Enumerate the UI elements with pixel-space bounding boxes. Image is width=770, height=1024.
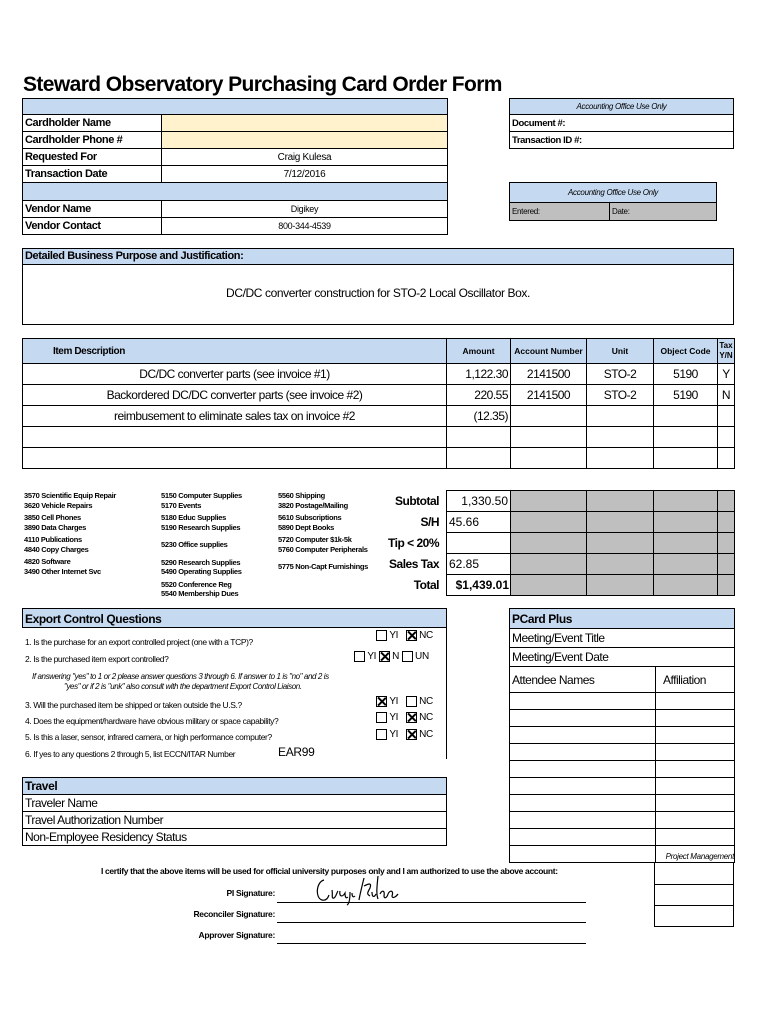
q5-no-checkbox[interactable] xyxy=(406,729,417,740)
code-item: 5760 Computer Peripherals xyxy=(278,544,368,554)
vendor-contact-field[interactable]: 800-344-4539 xyxy=(162,218,448,235)
purpose-header-bar xyxy=(22,248,734,265)
traveler-name-field[interactable]: Traveler Name xyxy=(23,795,447,812)
item-object[interactable] xyxy=(654,427,718,448)
pi-signature-label: PI Signature: xyxy=(226,888,275,898)
items-table xyxy=(22,338,735,469)
subtotal-value[interactable]: 1,330.50 xyxy=(447,491,511,512)
export-q3: 3. Will the purchased item be shipped or taken outside the U.S.? xyxy=(25,700,242,710)
code-item: 5170 Events xyxy=(161,500,202,510)
q1-no-label: NC xyxy=(419,630,433,642)
item-unit[interactable] xyxy=(587,427,654,448)
accounting-mid-header: Accounting Office Use Only xyxy=(510,183,717,203)
col-amount: Amount xyxy=(447,339,511,364)
q3-yes-label: YI xyxy=(389,696,399,708)
travel-header: Travel xyxy=(23,778,447,795)
code-item: 5560 Shipping xyxy=(278,491,325,500)
sh-value[interactable]: 45.66 xyxy=(447,512,511,533)
approver-signature-label: Approver Signature: xyxy=(198,930,275,940)
code-item: 5540 Membership Dues xyxy=(161,589,239,598)
item-unit[interactable] xyxy=(587,448,654,469)
item-amount[interactable]: (12.35) xyxy=(447,406,511,427)
date-label: Date: xyxy=(610,203,717,221)
code-item: 5520 Conference Reg xyxy=(161,579,232,589)
export-note-line1: If answering "yes" to 1 or 2 please answer questions 3 through 6. If answer to 1 is "no" and 2 is xyxy=(32,672,329,681)
item-unit[interactable]: STO-2 xyxy=(587,385,654,406)
cardholder-name-label: Cardholder Name xyxy=(23,115,162,132)
item-object[interactable] xyxy=(654,448,718,469)
code-item: 4820 Software xyxy=(24,557,71,566)
col-unit: Unit xyxy=(587,339,654,364)
pcard-table xyxy=(509,608,735,863)
item-description[interactable]: reimbusement to eliminate sales tax on invoice #2 xyxy=(23,406,447,427)
export-header: Export Control Questions xyxy=(25,612,162,626)
item-amount[interactable]: 1,122.30 xyxy=(447,364,511,385)
entered-label: Entered: xyxy=(510,203,610,221)
export-q1-answers xyxy=(376,630,433,641)
attendee-cell[interactable] xyxy=(510,795,656,812)
export-note-line2: "yes" or if 2 is "unk" also consult with the department Export Control Liaison. xyxy=(64,682,302,691)
attendee-names-header: Attendee Names xyxy=(510,667,656,693)
item-tax[interactable] xyxy=(718,448,735,469)
item-account[interactable]: 2141500 xyxy=(511,364,587,385)
code-item: 3490 Other Internet Svc xyxy=(24,566,101,576)
accounting-top-table xyxy=(509,98,734,149)
form-title: Steward Observatory Purchasing Card Order Form xyxy=(23,73,502,96)
item-object[interactable]: 5190 xyxy=(654,385,718,406)
attendee-cell[interactable] xyxy=(510,778,656,795)
export-q5: 5. Is this a laser, sensor, infrared camera, or high performance computer? xyxy=(25,732,272,742)
table-row xyxy=(23,406,735,427)
q2-no-checkbox[interactable] xyxy=(379,651,390,662)
total-label: Total xyxy=(413,578,439,592)
tip-label: Tip < 20% xyxy=(388,536,439,550)
code-item: 5290 Research Supplies xyxy=(161,557,241,567)
code-item: 5490 Operating Supplies xyxy=(161,567,242,576)
transaction-date-field[interactable]: 7/12/2016 xyxy=(162,166,448,183)
table-row xyxy=(23,364,735,385)
cardholder-name-field[interactable] xyxy=(162,115,448,132)
vendor-contact-label: Vendor Contact xyxy=(23,218,162,235)
affiliation-header: Affiliation xyxy=(656,667,735,693)
export-q2-answers xyxy=(354,651,429,662)
sales-tax-value[interactable]: 62.85 xyxy=(447,554,511,575)
affiliation-cell[interactable] xyxy=(656,812,735,829)
approver-signature-line[interactable] xyxy=(277,943,586,944)
item-object[interactable] xyxy=(654,406,718,427)
vendor-name-label: Vendor Name xyxy=(23,201,162,218)
pi-signature-image xyxy=(312,872,402,906)
export-q4-answers xyxy=(376,712,433,723)
q3-yes-checkbox[interactable] xyxy=(376,696,387,707)
transaction-date-label: Transaction Date xyxy=(23,166,162,183)
object-codes-col3 xyxy=(278,491,368,572)
purpose-text: DC/DC converter construction for STO-2 Local Oscillator Box. xyxy=(226,286,530,300)
q4-no-checkbox[interactable] xyxy=(406,712,417,723)
attendee-cell[interactable] xyxy=(510,710,656,727)
vendor-name-field[interactable]: Digikey xyxy=(162,201,448,218)
q5-yes-checkbox[interactable] xyxy=(376,729,387,740)
pcard-header: PCard Plus xyxy=(510,609,735,629)
attendee-cell[interactable] xyxy=(510,693,656,710)
item-amount[interactable] xyxy=(447,427,511,448)
q1-yes-checkbox[interactable] xyxy=(376,630,387,641)
accounting-top-header: Accounting Office Use Only xyxy=(510,99,734,115)
transaction-id-label: Transaction ID #: xyxy=(510,132,734,149)
item-tax[interactable] xyxy=(718,427,735,448)
code-item: 3570 Scientific Equip Repair xyxy=(24,491,117,500)
purpose-box[interactable] xyxy=(22,264,734,325)
item-tax[interactable]: N xyxy=(718,385,735,406)
attendee-cell[interactable] xyxy=(510,812,656,829)
col-object-code: Object Code xyxy=(654,339,718,364)
totals-table xyxy=(446,490,735,596)
export-header-bar xyxy=(22,608,447,628)
object-codes-col2 xyxy=(161,491,242,599)
code-item: 5775 Non-Capt Furnishings xyxy=(278,562,369,571)
tip-value[interactable] xyxy=(447,533,511,554)
code-item: 3850 Cell Phones xyxy=(24,513,81,522)
code-item: 5150 Computer Supplies xyxy=(161,491,242,500)
q4-yes-label: YI xyxy=(389,712,399,724)
residency-status-field[interactable]: Non-Employee Residency Status xyxy=(23,829,447,846)
q1-yes-label: YI xyxy=(389,630,399,642)
travel-auth-field[interactable]: Travel Authorization Number xyxy=(23,812,447,829)
table-row xyxy=(23,427,735,448)
q2-unk-checkbox[interactable] xyxy=(402,651,413,662)
code-item: 5890 Dept Books xyxy=(278,522,334,532)
pm-cell[interactable] xyxy=(655,885,734,906)
affiliation-cell[interactable] xyxy=(656,744,735,761)
export-q6: 6. If yes to any questions 2 through 5, list ECCN/ITAR Number xyxy=(25,749,236,759)
export-q1: 1. Is the purchase for an export controlled project (one with a TCP)? xyxy=(25,637,253,647)
sales-tax-label: Sales Tax xyxy=(389,557,439,571)
accounting-mid-table xyxy=(509,182,717,221)
q2-yes-checkbox[interactable] xyxy=(354,651,365,662)
q4-yes-checkbox[interactable] xyxy=(376,712,387,723)
requested-for-field[interactable]: Craig Kulesa xyxy=(162,149,448,166)
pm-cell[interactable] xyxy=(655,863,734,885)
item-description[interactable] xyxy=(23,448,447,469)
pm-cell[interactable] xyxy=(655,906,734,927)
subtotal-label: Subtotal xyxy=(395,494,439,508)
affiliation-cell[interactable] xyxy=(656,761,735,778)
code-item: 5610 Subscriptions xyxy=(278,513,342,522)
code-item: 5230 Office supplies xyxy=(161,540,228,549)
code-item: 4110 Publications xyxy=(24,535,82,544)
export-q5-answers xyxy=(376,729,433,740)
export-q4: 4. Does the equipment/hardware have obvious military or space capability? xyxy=(25,716,279,726)
affiliation-cell[interactable] xyxy=(656,795,735,812)
item-account[interactable]: 2141500 xyxy=(511,385,587,406)
code-item: 4840 Copy Charges xyxy=(24,544,89,554)
export-right-border xyxy=(446,628,447,759)
meeting-date-field[interactable]: Meeting/Event Date xyxy=(510,648,735,667)
attendee-cell[interactable] xyxy=(510,761,656,778)
object-codes-col1 xyxy=(24,491,116,576)
item-object[interactable]: 5190 xyxy=(654,364,718,385)
item-description[interactable] xyxy=(23,427,447,448)
q2-yes-label: YI xyxy=(367,651,377,663)
cardholder-table xyxy=(22,98,448,235)
reconciler-signature-line[interactable] xyxy=(277,922,586,923)
certify-text: I certify that the above items will be used for official university purposes only and I am authorized to use the above account: xyxy=(101,866,558,876)
attendee-cell[interactable] xyxy=(510,744,656,761)
table-row xyxy=(23,385,735,406)
q5-yes-label: YI xyxy=(389,729,399,741)
reconciler-signature-label: Reconciler Signature: xyxy=(193,909,275,919)
item-account[interactable] xyxy=(511,427,587,448)
col-account-number: Account Number xyxy=(511,339,587,364)
affiliation-cell[interactable] xyxy=(656,693,735,710)
total-value: $1,439.01 xyxy=(447,575,511,596)
item-unit[interactable] xyxy=(587,406,654,427)
item-description[interactable]: DC/DC converter parts (see invoice #1) xyxy=(23,364,447,385)
item-account[interactable] xyxy=(511,448,587,469)
purpose-header: Detailed Business Purpose and Justification: xyxy=(25,250,244,262)
q3-no-label: NC xyxy=(419,696,433,708)
requested-for-label: Requested For xyxy=(23,149,162,166)
item-tax[interactable] xyxy=(718,406,735,427)
item-description[interactable]: Backordered DC/DC converter parts (see invoice #2) xyxy=(23,385,447,406)
item-account[interactable] xyxy=(511,406,587,427)
q3-no-checkbox[interactable] xyxy=(406,696,417,707)
code-item: 3890 Data Charges xyxy=(24,522,87,532)
q2-unk-label: UN xyxy=(415,651,429,663)
export-q2: 2. Is the purchased item export controlled? xyxy=(25,654,169,664)
code-item: 5180 Educ Supplies xyxy=(161,513,227,522)
affiliation-cell[interactable] xyxy=(656,727,735,744)
code-item: 5190 Research Supplies xyxy=(161,522,241,532)
affiliation-cell[interactable] xyxy=(656,778,735,795)
q5-no-label: NC xyxy=(419,729,433,741)
q4-no-label: NC xyxy=(419,712,433,724)
item-amount[interactable]: 220.55 xyxy=(447,385,511,406)
item-amount[interactable] xyxy=(447,448,511,469)
eccn-value[interactable]: EAR99 xyxy=(278,745,315,759)
cardholder-phone-field[interactable] xyxy=(162,132,448,149)
q1-no-checkbox[interactable] xyxy=(406,630,417,641)
sh-label: S/H xyxy=(420,515,439,529)
project-management-label: Project Management xyxy=(665,852,734,861)
meeting-title-field[interactable]: Meeting/Event Title xyxy=(510,629,735,648)
affiliation-cell[interactable] xyxy=(656,829,735,846)
travel-table xyxy=(22,777,447,846)
export-q3-answers xyxy=(376,696,433,707)
affiliation-cell[interactable] xyxy=(656,710,735,727)
code-item: 3620 Vehicle Repairs xyxy=(24,500,93,510)
item-unit[interactable]: STO-2 xyxy=(587,364,654,385)
code-item: 3820 Postage/Mailing xyxy=(278,500,348,510)
q2-no-label: N xyxy=(392,651,400,663)
col-item-description: Item Description xyxy=(23,339,447,364)
table-row xyxy=(23,448,735,469)
document-number-label: Document #: xyxy=(510,115,734,132)
code-item: 5720 Computer $1k-5k xyxy=(278,535,352,544)
col-tax: Tax Y/N xyxy=(718,339,735,364)
cardholder-phone-label: Cardholder Phone # xyxy=(23,132,162,149)
item-tax[interactable]: Y xyxy=(718,364,735,385)
attendee-cell[interactable] xyxy=(510,829,656,846)
project-management-table xyxy=(654,862,734,927)
attendee-cell[interactable] xyxy=(510,727,656,744)
